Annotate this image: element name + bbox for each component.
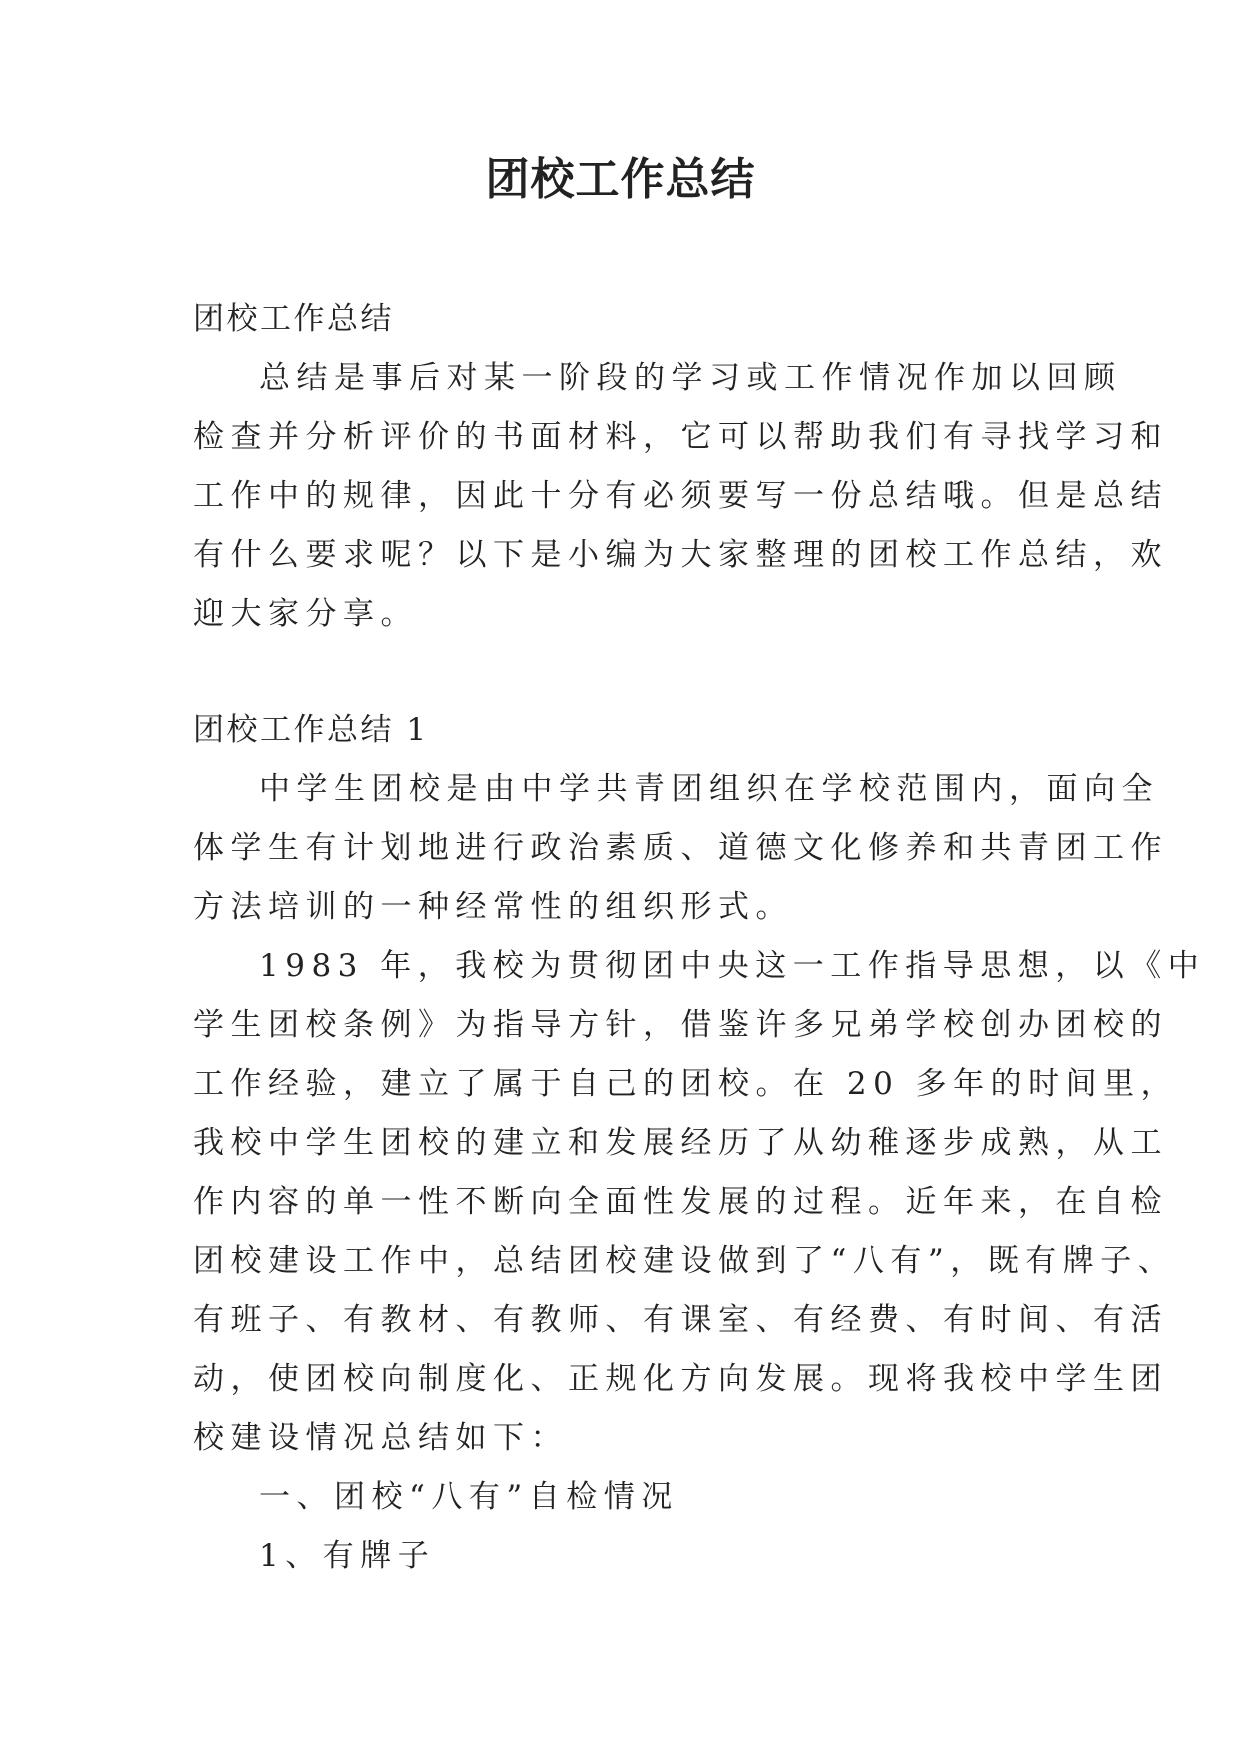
paragraph-line: 1983 年，我校为贯彻团中央这一工作指导思想，以《中	[259, 948, 1206, 984]
paragraph-line: 学生团校条例》为指导方针，借鉴许多兄弟学校创办团校的	[193, 1007, 1168, 1043]
paragraph-line: 方法培训的一种经常性的组织形式。	[193, 889, 793, 925]
section-paragraph-1	[193, 760, 1168, 937]
paragraph-line: 总结是事后对某一阶段的学习或工作情况作加以回顾	[259, 360, 1122, 396]
paragraph-line: 工作经验，建立了属于自己的团校。在 20 多年的时间里，	[193, 1066, 1179, 1102]
document-body	[193, 290, 1206, 1586]
paragraph-line: 我校中学生团校的建立和发展经历了从幼稚逐步成熟，从工	[193, 1125, 1168, 1161]
paragraph-line: 校建设情况总结如下：	[193, 1420, 568, 1456]
subsection-heading: 一、团校“八有”自检情况	[259, 1479, 679, 1515]
paragraph-line: 有什么要求呢？以下是小编为大家整理的团校工作总结，欢	[193, 537, 1168, 573]
paragraph-line: 体学生有计划地进行政治素质、道德文化修养和共青团工作	[193, 830, 1168, 866]
paragraph-line: 中学生团校是由中学共青团组织在学校范围内，面向全	[259, 771, 1159, 807]
intro-heading: 团校工作总结	[193, 301, 394, 337]
intro-paragraph	[193, 349, 1168, 644]
paragraph-line: 有班子、有教材、有教师、有课室、有经费、有时间、有活	[193, 1302, 1168, 1338]
document-title: 团校工作总结	[485, 154, 756, 205]
section-spacer	[193, 644, 1063, 701]
paragraph-line: 团校建设工作中，总结团校建设做到了“八有”，既有牌子、	[193, 1243, 1176, 1279]
paragraph-line: 检查并分析评价的书面材料，它可以帮助我们有寻找学习和	[193, 419, 1168, 455]
paragraph-line: 迎大家分享。	[193, 596, 418, 632]
paragraph-line: 工作中的规律，因此十分有必须要写一份总结哦。但是总结	[193, 478, 1168, 514]
list-item: 1、有牌子	[259, 1538, 436, 1574]
section-paragraph-2	[193, 937, 1206, 1468]
paragraph-line: 作内容的单一性不断向全面性发展的过程。近年来，在自检	[193, 1184, 1168, 1220]
paragraph-line: 动，使团校向制度化、正规化方向发展。现将我校中学生团	[193, 1361, 1168, 1397]
section-heading: 团校工作总结 1	[193, 712, 429, 748]
